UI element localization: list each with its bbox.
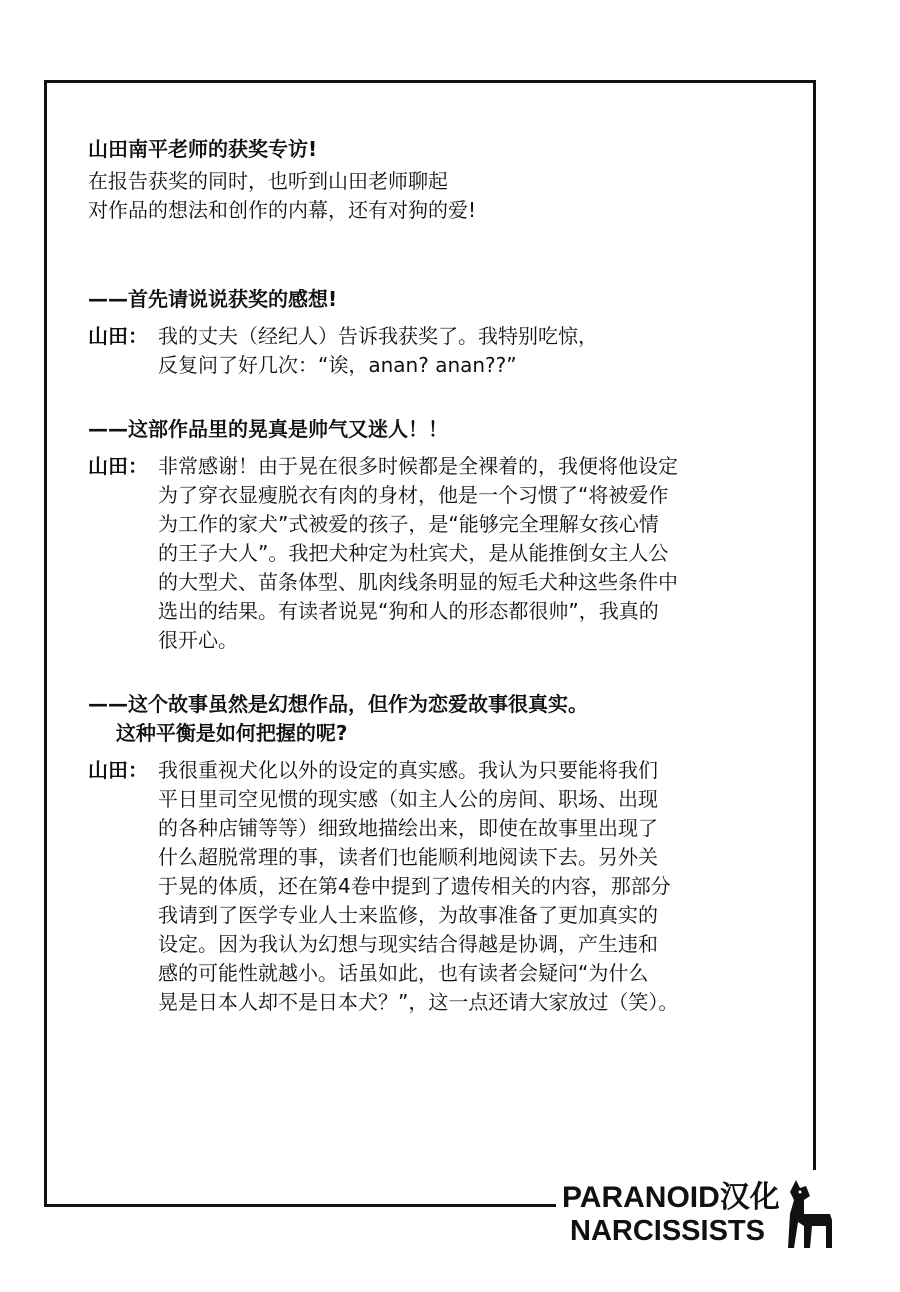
answer-line: 我的丈夫（经纪人）告诉我获奖了。我特别吃惊，	[158, 324, 598, 348]
answer	[88, 322, 808, 380]
question: ——首先请说说获奖的感想!	[88, 287, 338, 311]
answer-line: 的各种店铺等等）细致地描绘出来，即使在故事里出现了	[158, 816, 658, 840]
question: ——这个故事虽然是幻想作品，但作为恋爱故事很真实。	[88, 692, 588, 716]
answer-line: 于晃的体质，还在第4卷中提到了遗传相关的内容，那部分	[158, 874, 671, 898]
answer-text	[158, 322, 598, 380]
answer-line: 为了穿衣显瘦脱衣有肉的身材，他是一个习惯了“将被爱作	[158, 483, 669, 507]
answer-line: 非常感谢！由于晃在很多时候都是全裸着的，我便将他设定	[158, 454, 678, 478]
qa-block-1	[88, 285, 808, 380]
answer-line: 我请到了医学专业人士来监修，为故事准备了更加真实的	[158, 903, 658, 927]
answer-line: 为工作的家犬”式被爱的孩子，是“能够完全理解女孩心情	[158, 512, 659, 536]
answer-line: 什么超脱常理的事，读者们也能顺利地阅读下去。另外关	[158, 845, 658, 869]
answer-line: 的大型犬、苗条体型、肌肉线条明显的短毛犬种这些条件中	[158, 570, 678, 594]
doberman-silhouette-icon	[788, 1180, 832, 1248]
qa-block-2	[88, 415, 808, 655]
article-title: 山田南平老师的获奖专访!	[88, 137, 318, 161]
answer-line: 晃是日本人却不是日本犬？”，这一点还请大家放过（笑）。	[158, 990, 679, 1014]
answer-line: 反复问了好几次：“诶，anan? anan??”	[158, 353, 517, 377]
question: 这种平衡是如何把握的呢?	[88, 721, 348, 745]
speaker-label: 山田：	[88, 324, 148, 348]
article	[88, 134, 808, 1017]
lead-line: 对作品的想法和创作的内幕，还有对狗的爱!	[88, 198, 477, 222]
answer-text	[158, 756, 678, 1017]
answer	[88, 452, 808, 655]
speaker-label: 山田：	[88, 758, 148, 782]
lead-line: 在报告获奖的同时，也听到山田老师聊起	[88, 169, 448, 193]
answer-line: 感的可能性就越小。话虽如此，也有读者会疑问“为什么	[158, 961, 649, 985]
answer-line: 的王子大人”。我把犬种定为杜宾犬，是从能推倒女主人公	[158, 541, 669, 565]
answer-line: 我很重视犬化以外的设定的真实感。我认为只要能将我们	[158, 758, 658, 782]
answer-line: 设定。因为我认为幻想与现实结合得越是协调，产生违和	[158, 932, 658, 956]
answer-line: 平日里司空见惯的现实感（如主人公的房间、职场、出现	[158, 787, 658, 811]
answer	[88, 756, 808, 1017]
scanlation-watermark	[560, 1174, 835, 1250]
answer-line: 选出的结果。有读者说晃“狗和人的形态都很帅”，我真的	[158, 599, 659, 623]
answer-line: 很开心。	[158, 628, 238, 652]
speaker-label: 山田：	[88, 454, 148, 478]
question: ——这部作品里的晃真是帅气又迷人！！	[88, 417, 448, 441]
watermark-line-1: PARANOID汉化	[562, 1181, 780, 1214]
answer-text	[158, 452, 678, 655]
watermark-line-2: NARCISSISTS	[570, 1215, 765, 1247]
article-lead	[88, 167, 808, 225]
qa-block-3	[88, 690, 808, 1017]
